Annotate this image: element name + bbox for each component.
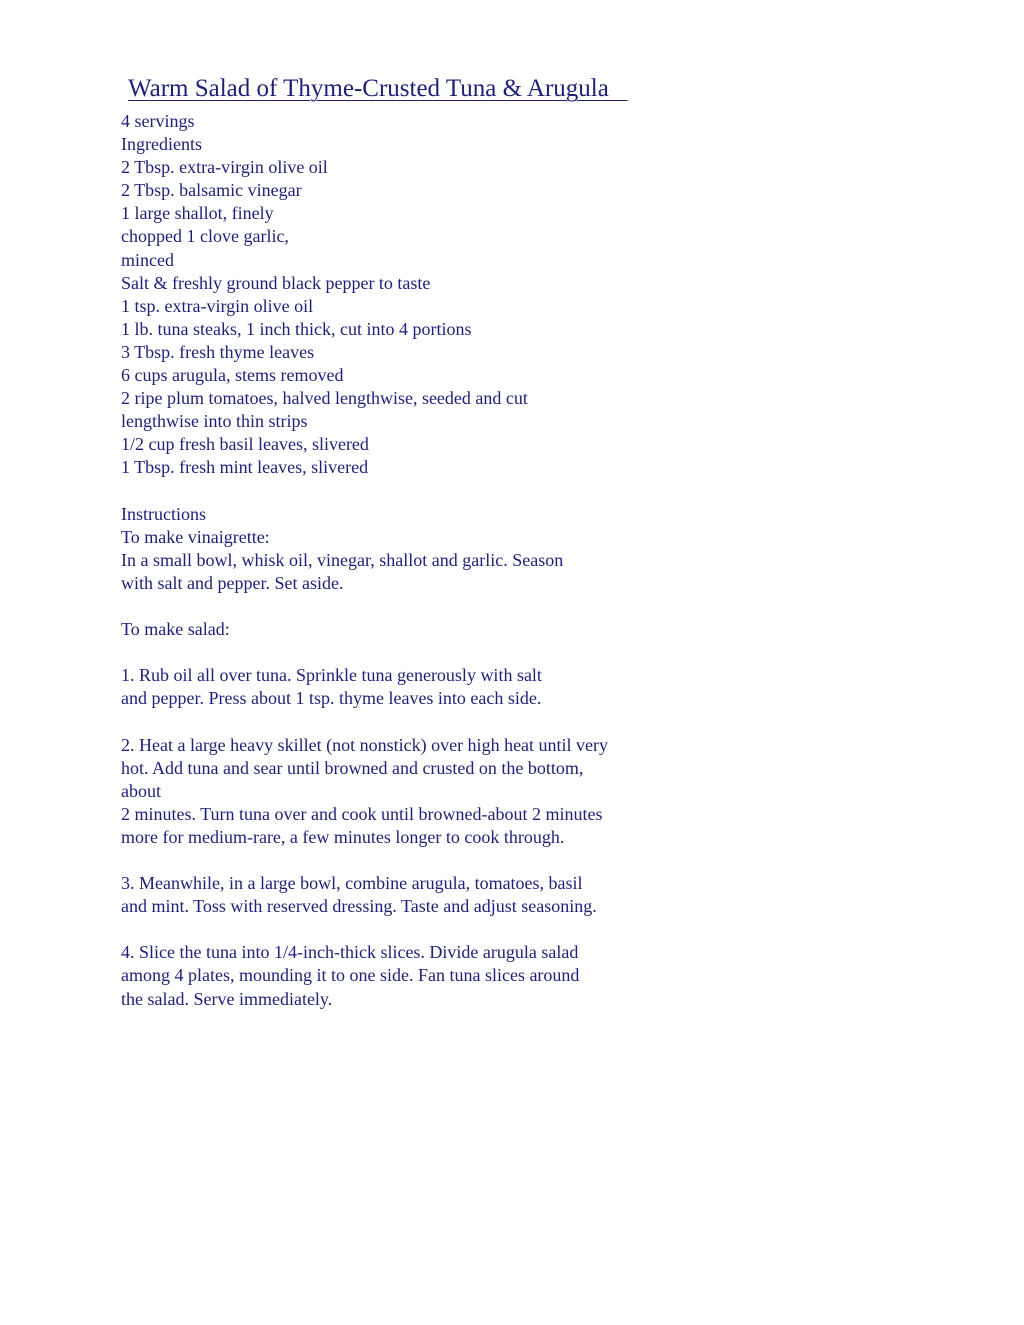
ingredient-line: 1 Tbsp. fresh mint leaves, slivered <box>121 457 369 478</box>
blank-line <box>121 595 741 618</box>
ingredient-line: 6 cups arugula, stems removed <box>121 365 344 386</box>
blank-line <box>121 849 741 872</box>
ingredient-line: 1 large shallot, finely <box>121 203 274 224</box>
instruction-line: and pepper. Press about 1 tsp. thyme leaves into each side. <box>121 688 542 709</box>
ingredient-line: 2 Tbsp. balsamic vinegar <box>121 180 302 201</box>
blank-line <box>121 480 741 503</box>
instruction-line: 2. Heat a large heavy skillet (not nonstick) over high heat until very <box>121 734 609 755</box>
instruction-line: the salad. Serve immediately. <box>121 988 333 1009</box>
recipe-body <box>121 110 741 1011</box>
ingredient-line: 1/2 cup fresh basil leaves, slivered <box>121 434 369 455</box>
instruction-line: 3. Meanwhile, in a large bowl, combine arugula, tomatoes, basil <box>121 873 583 894</box>
blank-line <box>121 918 741 941</box>
instruction-line: In a small bowl, whisk oil, vinegar, shallot and garlic. Season <box>121 549 564 570</box>
instruction-line: 2 minutes. Turn tuna over and cook until browned-about 2 minutes <box>121 803 603 824</box>
ingredient-line: lengthwise into thin strips <box>121 411 308 432</box>
blank-line <box>121 641 741 664</box>
ingredient-line: minced <box>121 249 174 270</box>
ingredient-line: chopped 1 clove garlic, <box>121 226 289 247</box>
instruction-line: about <box>121 780 161 801</box>
instruction-line: 4. Slice the tuna into 1/4-inch-thick slices. Divide arugula salad <box>121 942 579 963</box>
servings-line: 4 servings <box>121 111 195 131</box>
ingredient-line: Salt & freshly ground black pepper to taste <box>121 272 431 293</box>
instruction-line: among 4 plates, mounding it to one side. Fan tuna slices around <box>121 965 580 986</box>
instruction-line: To make salad: <box>121 619 230 640</box>
instruction-line: with salt and pepper. Set aside. <box>121 572 344 593</box>
instruction-line: more for medium-rare, a few minutes longer to cook through. <box>121 826 565 847</box>
ingredient-line: 1 tsp. extra-virgin olive oil <box>121 295 314 316</box>
ingredient-line: 2 ripe plum tomatoes, halved lengthwise, seeded and cut <box>121 388 528 409</box>
instruction-line: To make vinaigrette: <box>121 526 270 547</box>
instruction-line: and mint. Toss with reserved dressing. Taste and adjust seasoning. <box>121 896 597 917</box>
recipe-title: Warm Salad of Thyme-Crusted Tuna & Arugula <box>128 75 628 102</box>
blank-line <box>121 710 741 733</box>
instruction-line: hot. Add tuna and sear until browned and crusted on the bottom, <box>121 757 584 778</box>
ingredient-line: 1 lb. tuna steaks, 1 inch thick, cut into 4 portions <box>121 318 472 339</box>
ingredient-line: 3 Tbsp. fresh thyme leaves <box>121 341 315 362</box>
ingredients-heading: Ingredients <box>121 134 202 155</box>
ingredient-line: 2 Tbsp. extra-virgin olive oil <box>121 157 328 178</box>
instructions-heading: Instructions <box>121 503 206 524</box>
instruction-line: 1. Rub oil all over tuna. Sprinkle tuna generously with salt <box>121 665 542 686</box>
